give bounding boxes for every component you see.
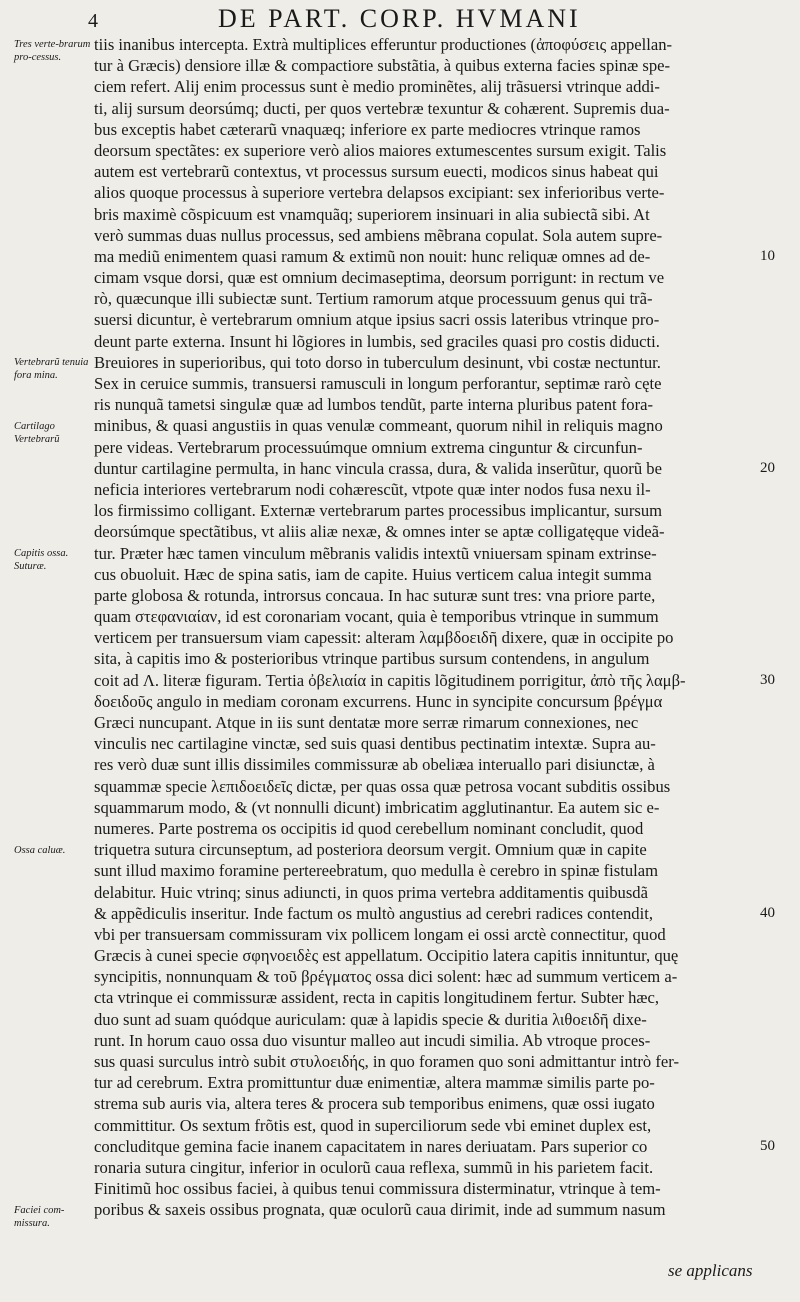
marginal-note: Cartilago Vertebrarũ (14, 420, 60, 445)
main-text (94, 34, 764, 1221)
text-line: cimam vsque dorsi, quæ est omnium decimaseptima, deorsum porrigunt: in rectum ve (94, 268, 665, 288)
text-line: Breuiores in superioribus, qui toto dorso in tuberculum desinunt, vbi costæ nectuntur. (94, 352, 661, 372)
text-line: ris nunquã tametsi singulæ quæ ad lumbos tendũt, parte interna pluribus patent fora- (94, 395, 654, 415)
text-line: rò, quæcunque illi subiectæ sunt. Tertium ramorum atque processuum genus qui trã- (94, 289, 653, 309)
text-line: ciem refert. Alij enim processus sunt è medio prominẽtes, alij trãsuersi vtrinque addi- (94, 77, 660, 97)
page-number: 4 (88, 10, 98, 32)
text-line: duntur cartilagine permulta, in hanc vincula crassa, dura, & valida inserũtur, quorũ be (94, 458, 662, 478)
line-number: 10 (760, 248, 775, 264)
text-line: ronaria sutura cingitur, inferior in oculorũ caua reflexa, summũ in his parietem facit. (94, 1157, 654, 1177)
text-line: delabitur. Huic vtrinq; sinus adiuncti, in quos prima vertebra additamentis quibusdã (94, 882, 648, 902)
line-number: 30 (760, 672, 775, 688)
marginal-note: Vertebrarũ tenuia fora mina. (14, 357, 89, 381)
text-line: vbi per transuersam commissuram vix pollicem longam ei ossi arctè connectitur, quod (94, 924, 666, 944)
line-number: 50 (760, 1138, 775, 1155)
text-line: duo sunt ad suam quódque auriculam: quæ à lapidis specie & duritia λιθοειδῆ dixe- (94, 1009, 647, 1029)
text-line: alios quoque processus à superiore vertebra delapsos excipiant: sex inferioribus verte- (94, 183, 665, 203)
text-line: deorsúmque spectãtibus, vt aliis aliæ nexæ, & omnes inter se aptæ colligatęque videã- (94, 522, 665, 542)
text-line: Græcis à cunei specie σφηνοειδὲς est appellatum. Occipitio latera capitis innituntur, quę (94, 946, 679, 966)
text-line: minibus, & quasi angustiis in quas venulæ commeant, quorum nihil in reliquis magno (94, 416, 663, 436)
text-line: bus exceptis habet cæterarũ vnaquæq; inferiore ex parte mediocres vtrinque ramos (94, 119, 641, 139)
text-line: cus obuoluit. Hæc de spina satis, iam de capite. Huius verticem calua integit summa (94, 564, 652, 584)
text-line: verò summas duas nullus processus, sed ambiens mẽbrana copulat. Sola autem supre- (94, 225, 663, 245)
text-line: res verò duæ sunt illis dissimiles commissuræ ab obeliæa interuallo pari disiunctæ, à (94, 755, 655, 775)
text-line: verticem per transuersum viam capessit: alteram λαμβδοειδῆ dixere, quæ in occipite po (94, 628, 674, 648)
text-line: parte globosa & rotunda, introrsus concaua. In hac suturæ sunt tres: vna priore parte, (94, 585, 656, 605)
text-line: tur. Præter hæc tamen vinculum mẽbranis validis intextũ vniuersam spinam extrinse- (94, 543, 657, 563)
text-line: tur à Græcis) densiore illæ & compactiore substãtia, à quibus externa facies spinæ spe- (94, 56, 671, 76)
line-number: 20 (760, 460, 775, 476)
text-line: cta vtrinque ei commissuræ assident, recta in capitis longitudinem fertur. Subter hæc, (94, 988, 659, 1008)
text-line: sunt illud maximo foramine pertereebratum, quo medulla è cerebro in spinæ fistulam (94, 861, 659, 881)
marginal-note: Faciei com-missura. (14, 1205, 65, 1229)
line-number: 40 (760, 905, 775, 922)
marginal-note: Capitis ossa. Suturæ. (14, 547, 69, 572)
text-line: deunt parte externa. Insunt hi lõgiores in lumbis, sed graciles quasi pro costis diducti. (94, 331, 660, 351)
text-line: & appẽdiculis inseritur. Inde factum os multò angustius ad cerebri radices contendit, (94, 903, 653, 923)
text-line: Finitimũ hoc ossibus faciei, à quibus tenui commissura disterminatur, vtrinque à tem- (94, 1179, 661, 1199)
text-line: neficia interiores vertebrarum nodi cohærescũt, vtpote quæ inter nodos fusa nexu il- (94, 479, 651, 499)
text-line: numeres. Parte postrema os occipitis id quod cerebellum nominant concludit, quod (94, 818, 644, 838)
text-line: vinculis nec cartilagine vinctæ, sed suis quasi dentibus pectinatim intextæ. Supra au- (94, 734, 656, 754)
text-line: squammarum modo, & (vt nonnulli dicunt) imbricatim agglutinantur. Ea autem sic e- (94, 797, 660, 817)
text-line: ma mediũ enimentem quasi ramum & extimũ non nouit: hunc reliquæ omnes ad de- (94, 246, 651, 266)
running-head: DE PART. CORP. HVMANI (218, 4, 581, 33)
text-line: ti, alij sursum deorsúmq; ducti, per quos vertebræ texuntur & cohærent. Supremis dua- (94, 98, 670, 118)
catchword: se applicans (668, 1261, 753, 1280)
text-line: suersi dicuntur, è vertebrarum omnium atque ipsius sacri ossis lateribus vtrinque pro- (94, 310, 660, 330)
text-line: Sex in ceruice summis, transuersi ramusculi in longum perforantur, septimæ rarò cęte (94, 374, 662, 393)
text-line: bris maximè cõspicuum est vnamquãq; superiorem insinuari in alia subiectã sibi. At (94, 204, 650, 224)
text-line: pere videas. Vertebrarum processuúmque omnium extrema cinguntur & circunfun- (94, 437, 643, 457)
text-line: concluditque gemina facie inanem capacitatem in nares deriuatam. Pars superior co (94, 1136, 648, 1156)
text-line: δοειδοῦς angulo in mediam coronam excurrens. Hunc in syncipite concursum βρέγμα (94, 691, 663, 711)
text-line: tiis inanibus intercepta. Extrà multiplices efferuntur productiones (ἀποφύσεις appellan- (94, 35, 673, 54)
text-line: autem est vertebrarũ contextus, vt processus sursum euecti, modicos sinus habeat qui (94, 162, 659, 182)
text-line: syncipitis, nonnunquam & τοῦ βρέγματος ossa dici solent: hæc ad summum verticem a- (94, 967, 678, 987)
text-line: deorsum spectãtes: ex superiore verò alios maiores extumescentes sursum exigit. Talis (94, 140, 667, 160)
text-line: strema sub auris via, altera teres & procera sub temporibus enimens, quæ ossi iugato (94, 1094, 655, 1114)
text-line: sus quasi surculus intrò subit στυλοειδής, in quo foramen quo soni admittantur intrò fer- (94, 1052, 679, 1071)
text-line: coit ad Λ. literæ figuram. Tertia ὀβελιαία in capitis lõgitudinem porrigitur, ἀπὸ τῆς λαμβ- (94, 670, 686, 690)
text-line: los firmissimo colligant. Externæ vertebrarum partes processibus implicantur, sursum (94, 501, 663, 521)
text-line: poribus & saxeis ossibus prognata, quæ oculorũ caua dirimit, inde ad summum nasum (94, 1200, 666, 1220)
text-line: committitur. Os sextum frõtis est, quod in superciliorum sede vbi eminet duplex est, (94, 1115, 652, 1135)
marginal-note: Ossa caluæ. (14, 844, 66, 856)
text-line: quam στεφανιαίαν, id est coronariam vocant, quia è temporibus vtrinque in summum (94, 607, 659, 627)
text-line: squammæ specie λεπιδοειδεῖς dictæ, per quas ossa quæ petrosa vocant subditis ossibus (94, 776, 671, 796)
text-line: runt. In horum cauo ossa duo visuntur malleo aut incudi similia. Ab vtroque proces- (94, 1030, 651, 1050)
marginal-note: Tres verte-brarum pro-cessus. (14, 39, 91, 63)
text-line: tur ad cerebrum. Extra promittuntur duæ enimentiæ, altera mammæ similis parte po- (94, 1073, 655, 1093)
text-line: Græci nuncupant. Atque in iis sunt dentatæ more serræ rimarum connexiones, nec (94, 713, 639, 732)
text-line: sita, à capitis imo & posterioribus vtrinque partibus sursum contendens, in angulum (94, 649, 650, 669)
text-line: triquetra sutura circunseptum, ad posteriora deorsum vergit. Omnium quæ in capite (94, 840, 647, 860)
